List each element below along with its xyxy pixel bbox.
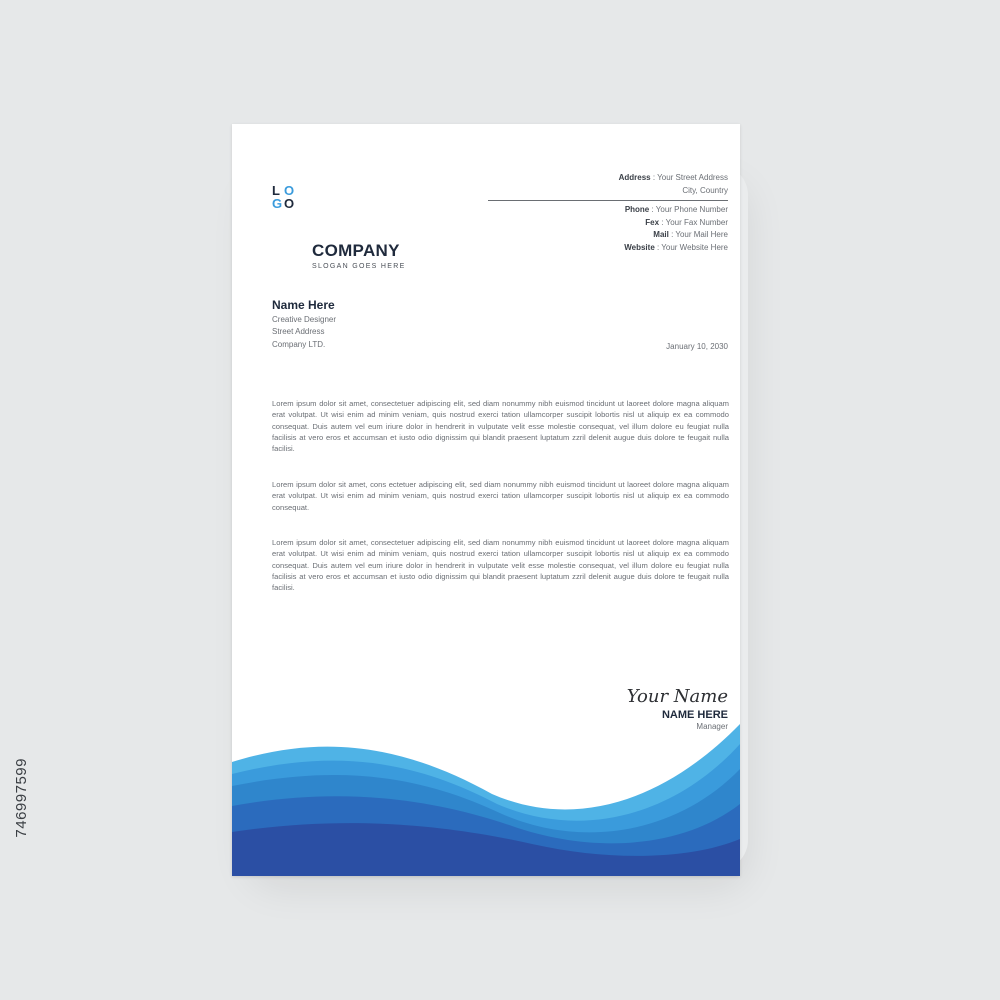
contact-block	[428, 172, 728, 254]
contact-divider	[488, 200, 728, 201]
recipient-title: Creative Designer	[272, 314, 337, 324]
signature-script: Your Name	[626, 686, 728, 707]
recipient-block	[272, 299, 336, 351]
fax-line: Fex : Your Fax Number	[645, 217, 728, 227]
company-name: COMPANY	[312, 241, 400, 260]
address-line-1: Address : Your Street Address	[618, 173, 728, 182]
phone-line: Phone : Your Phone Number	[624, 205, 728, 214]
letterhead-page	[232, 124, 740, 876]
signer-role: Manager	[696, 722, 728, 731]
website-line: Website : Your Website Here	[624, 242, 728, 252]
recipient-company: Company LTD.	[272, 339, 326, 349]
company-slogan: SLOGAN GOES HERE	[312, 263, 406, 270]
address-line-2: City, Country	[682, 185, 728, 195]
logo-mark-icon: L O G O	[272, 183, 295, 211]
mail-line: Mail : Your Mail Here	[653, 230, 728, 239]
body-paragraph-1: Lorem ipsum dolor sit amet, consectetuer adipiscing elit, sed diam nonummy nibh euismod tincidunt ut laoreet dolore magna aliquam erat volutpat. Ut wisi enim ad minim veniam, quis nostrud exerci tation ullamcorper suscipit lobortis nisl ut aliquip ex ea commodo consequat. Duis autem vel eum iriure dolor in hendrerit in vulputate velit esse molestie consequat, vel illum dolore eu feugiat nulla facilisis at vero eros et accumsan et iusto odio dignissim qui blandit praesent luptatum zzril delenit augue duis dolore te feugait nulla facilisi.	[272, 399, 729, 454]
letter-date: January 10, 2030	[666, 342, 728, 351]
recipient-name: Name Here	[272, 298, 335, 312]
stock-id-label: 746997599	[13, 758, 30, 838]
footer-wave-graphic	[232, 714, 740, 876]
body-paragraph-3: Lorem ipsum dolor sit amet, consectetuer adipiscing elit, sed diam nonummy nibh euismod tincidunt ut laoreet dolore magna aliquam erat volutpat. Ut wisi enim ad minim veniam, quis nostrud exerci tation ullamcorper suscipit lobortis nisl ut aliquip ex ea commodo consequat. Duis autem vel eum iriure dolor in hendrerit in vulputate velit esse molestie consequat, vel illum dolore eu feugiat nulla facilisis at vero eros et accumsan et iusto odio dignissim qui blandit praesent luptatum zzril delenit augue duis dolore te feugait nulla facilisi.	[272, 538, 729, 593]
signer-name: NAME HERE	[661, 709, 728, 721]
body-paragraph-2: Lorem ipsum dolor sit amet, cons ectetuer adipiscing elit, sed diam nonummy nibh euismod tincidunt ut laoreet dolore magna aliquam erat volutpat. Ut wisi enim ad minim veniam, quis nostrud exerci tation ullamcorper suscipit lobortis nisl ut aliquip ex ea commodo consequat.	[272, 480, 729, 512]
recipient-address: Street Address	[272, 327, 325, 336]
